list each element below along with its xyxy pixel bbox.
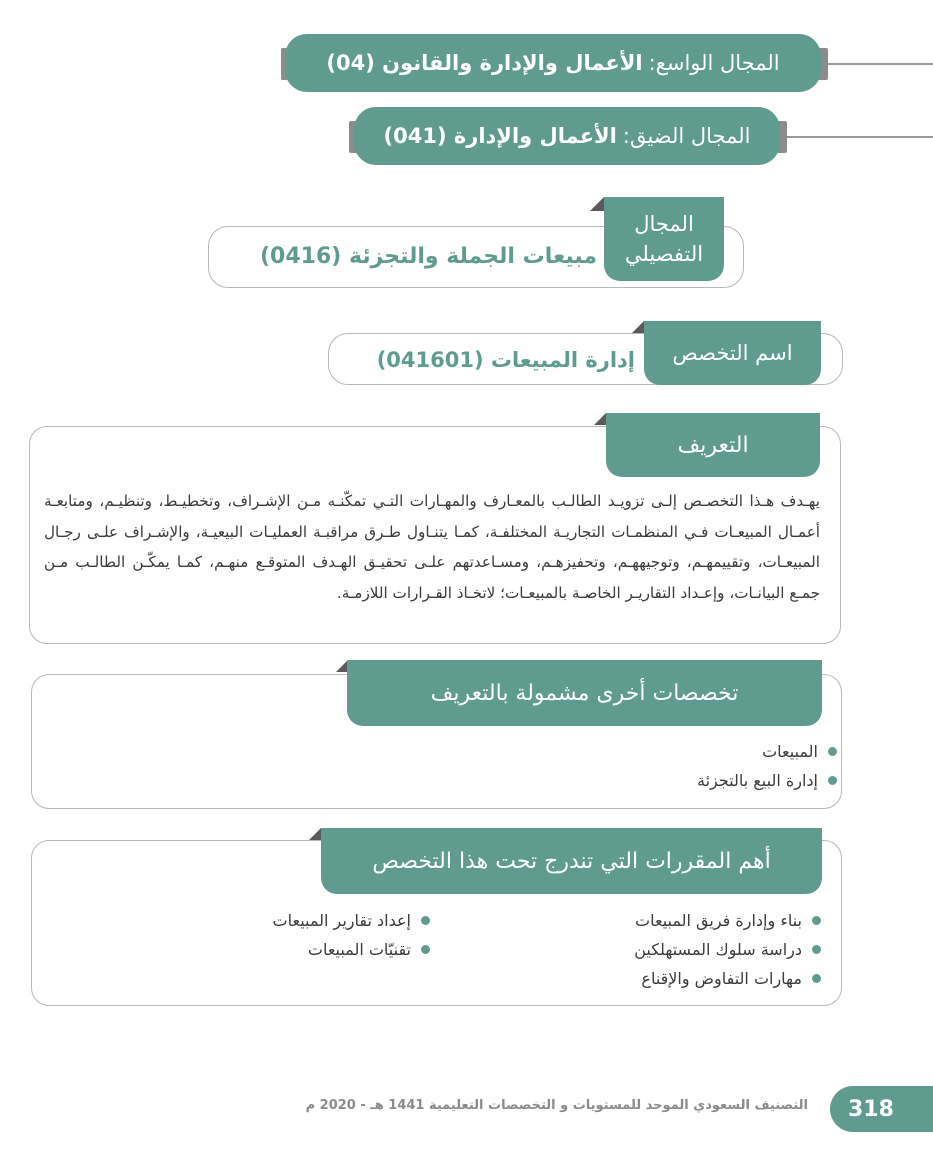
list-item: مهارات التفاوض والإقناع xyxy=(634,964,821,993)
courses-notch xyxy=(309,828,321,840)
specialization-tab xyxy=(644,321,821,385)
detailed-field-value: مبيعات الجملة والتجزئة (0416) xyxy=(259,244,597,269)
other-specializations-title: تخصصات أخرى مشمولة بالتعريف xyxy=(430,680,739,706)
detailed-field-tab-line1: المجال xyxy=(634,212,694,236)
bullet-dot xyxy=(812,974,821,983)
list-item: بناء وإدارة فريق المبيعات xyxy=(634,906,821,935)
narrow-field-value: الأعمال والإدارة (041) xyxy=(383,124,617,148)
bullet-dot xyxy=(812,916,821,925)
definition-tab xyxy=(606,413,820,477)
list-item: إدارة البيع بالتجزئة xyxy=(697,766,837,795)
footer-text: التصنيف السعودي الموحد للمستويات و التخصصات التعليمية 1441 هـ - 2020 م xyxy=(305,1098,808,1113)
bullet-dot xyxy=(421,916,430,925)
specialization-value: إدارة المبيعات (041601) xyxy=(376,348,635,372)
definition-text: يهـدف هـذا التخصـص إلـى تزويـد الطالـب بالمعـارف والمهـارات التـي تمكّنـه مـن الإشـراف، وتخطيـط، وتنظيـم، ومتابعـة أعمـال المبيعـات فـي المنظمـات التجاريـة المختلفـة، كمـا يتنـاول طـرق مراقبـة العمليـات البيعيـة، والإشـراف علـى رجـال المبيعـات، وتقييمهـم، وتوجيههـم، وتحفيزهـم، ومسـاعدتهم علـى تحقيـق الهـدف المتوقـع منهـم، كمـا يمكّـن الطالـب مـن جمـع البيانـات، وإعـداد التقاريـر الخاصـة بالمبيعـات؛ لاتخـاذ القـرارات اللازمـة. xyxy=(44,492,820,602)
list-item: تقنيّات المبيعات xyxy=(273,935,430,964)
courses-list-right xyxy=(634,906,821,993)
bullet-dot xyxy=(812,945,821,954)
courses-tab xyxy=(321,828,822,894)
detailed-field-tab-line2: التفصيلي xyxy=(624,242,704,266)
list-item: المبيعات xyxy=(697,737,837,766)
broad-field-connector xyxy=(826,63,933,65)
definition-title: التعريف xyxy=(677,432,749,458)
page-number xyxy=(830,1086,933,1132)
specialization-tab-label: اسم التخصص xyxy=(672,341,793,365)
specialization-notch xyxy=(632,321,644,333)
bullet-dot xyxy=(828,776,837,785)
courses-list-left xyxy=(273,906,430,964)
definition-notch xyxy=(594,413,606,425)
bullet-dot xyxy=(828,747,837,756)
narrow-field-connector xyxy=(780,136,933,138)
page-number-label: 318 xyxy=(848,1096,894,1122)
broad-field-pill xyxy=(285,34,821,92)
broad-field-value: الأعمال والإدارة والقانون (04) xyxy=(326,51,643,75)
courses-title: أهم المقررات التي تندرج تحت هذا التخصص xyxy=(372,848,771,874)
bullet-dot xyxy=(421,945,430,954)
list-item: دراسة سلوك المستهلكين xyxy=(634,935,821,964)
narrow-field-pill xyxy=(354,107,780,165)
other-specializations-list xyxy=(697,737,837,795)
narrow-field-label: المجال الضيق: xyxy=(622,124,751,148)
broad-field-label: المجال الواسع: xyxy=(648,51,780,75)
other-specializations-tab xyxy=(347,660,822,726)
detailed-field-tab xyxy=(604,197,724,281)
detailed-field-notch xyxy=(590,197,604,211)
list-item: إعداد تقارير المبيعات xyxy=(273,906,430,935)
